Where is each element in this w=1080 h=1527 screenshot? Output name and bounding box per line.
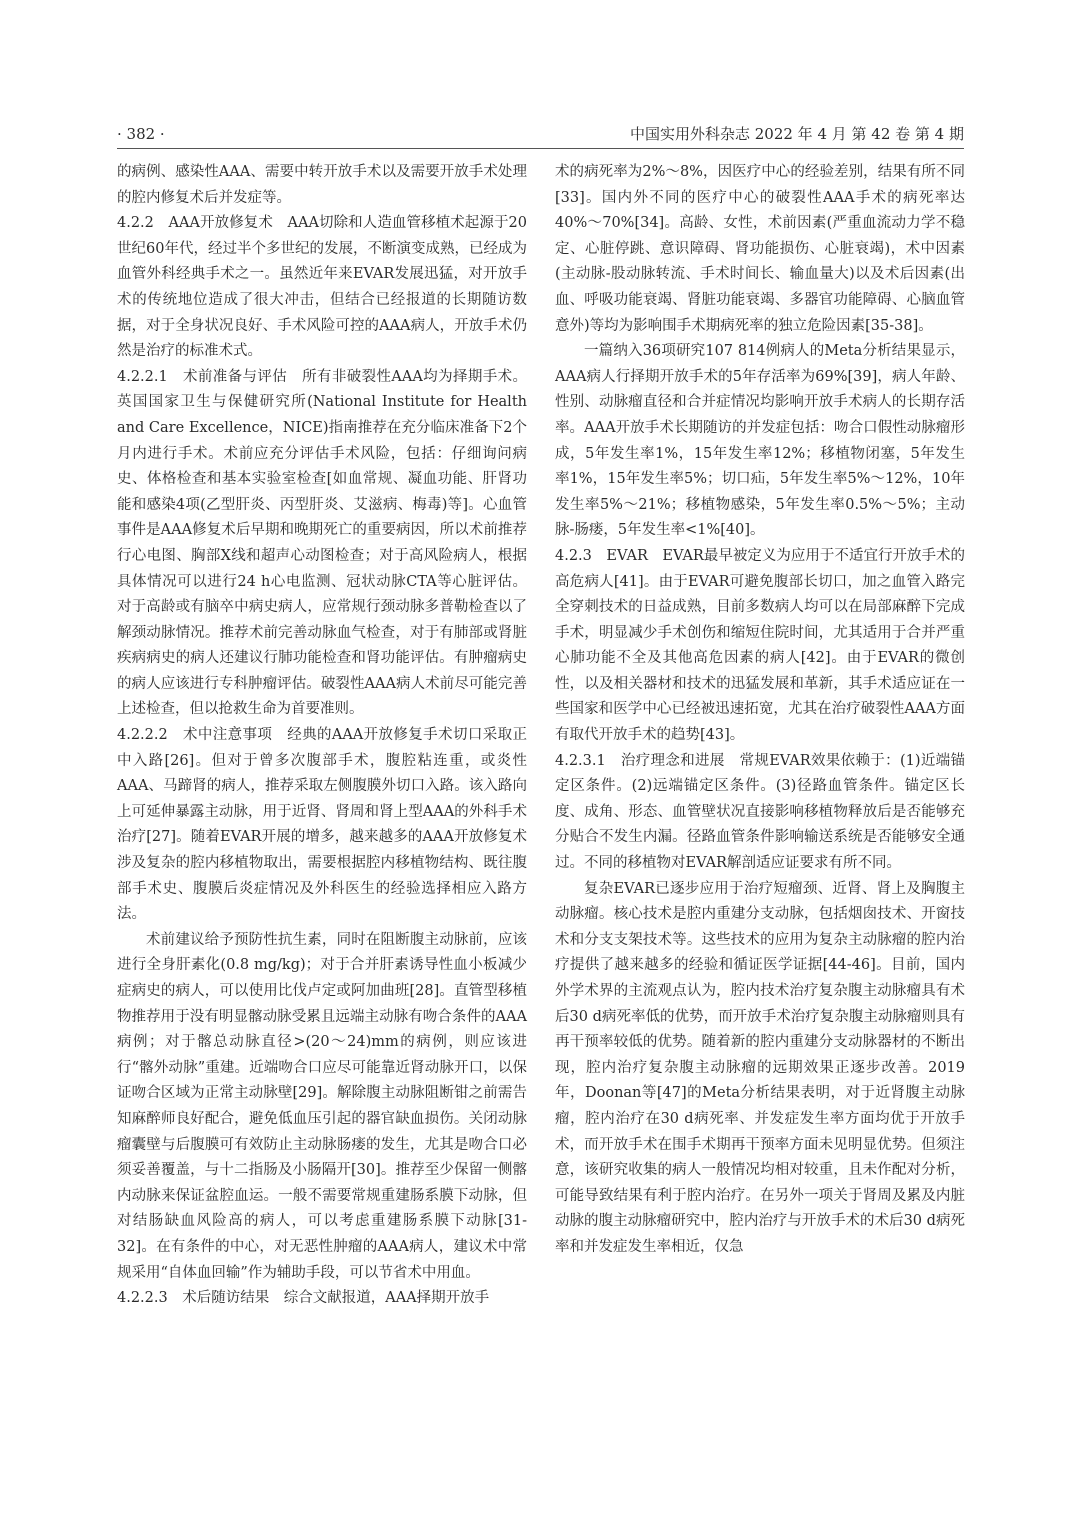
section-4-2-3-1: 4.2.3.1 治疗理念和进展 常规EVAR效果依赖于：(1)近端锚定区条件。(2)远端锚定区条件。(3)径路血管条件。锚定区长度、成角、形态、血管壁状况直接影响移植物释放后是否能够充分贴合不发生内漏。径路血管条件影响输送系统是否能够安全通过。不同的移植物对EVAR解剖适应证要求有所不同。: [555, 752, 965, 872]
running-header: [117, 122, 964, 146]
right-column: [555, 160, 965, 1261]
paragraph: 复杂EVAR已逐步应用于治疗短瘤颈、近肾、肾上及胸腹主动脉瘤。核心技术是腔内重建分支动脉，包括烟囱技术、开窗技术和分支支架技术等。这些技术的应用为复杂主动脉瘤的腔内治疗提供了越来越多的经验和循证医学证据[44-46]。目前，国内外学术界的主流观点认为，腔内技术治疗复杂腹主动脉瘤具有术后30 d病死率低的优势，而开放手术治疗复杂腹主动脉瘤则具有再干预率较低的优势。随着新的腔内重建分支动脉器材的不断出现，腔内治疗复杂腹主动脉瘤的远期效果正逐步改善。2019年，Doonan等[47]的Meta分析结果表明，对于近肾腹主动脉瘤，腔内治疗在30 d病死率、并发症发生率方面均优于开放手术，而开放手术在围手术期再干预率方面未见明显优势。但须注意，该研究收集的病人一般情况均相对较重，且未作配对分析，可能导致结果有利于腔内治疗。在另外一项关于肾周及累及内脏动脉的腹主动脉瘤研究中，腔内治疗与开放手术的术后30 d病死率和并发症发生率相近，仅急: [555, 880, 965, 1255]
paragraph: 的病例、感染性AAA、需要中转开放手术以及需要开放手术处理的腔内修复术后并发症等。: [117, 164, 527, 206]
paragraph: 术的病死率为2%～8%，因医疗中心的经验差别，结果有所不同[33]。国内外不同的医疗中心的破裂性AAA手术的病死率达40%～70%[34]。高龄、女性，术前因素(严重血流动力学不稳定、心脏停跳、意识障碍、肾功能损伤、心脏衰竭)，术中因素(主动脉-股动脉转流、手术时间长、输血量大)以及术后因素(出血、呼吸功能衰竭、肾脏功能衰竭、多器官功能障碍、心脑血管意外)等均为影响围手术期病死率的独立危险因素[35-38]。: [555, 164, 965, 334]
section-4-2-2-3: 4.2.2.3 术后随访结果 综合文献报道，AAA择期开放手: [117, 1290, 490, 1307]
paragraph: 术前建议给予预防性抗生素，同时在阻断腹主动脉前，应该进行全身肝素化(0.8 mg/kg)；对于合并肝素诱导性血小板减少症病史的病人，可以使用比伐卢定或阿加曲班[28]。直管型移植物推荐用于没有明显髂动脉受累且远端主动脉有吻合条件的AAA病例；对于髂总动脉直径>(20～24)mm的病例，则应该进行“髂外动脉”重建。近端吻合口应尽可能靠近肾动脉开口，以保证吻合区域为正常主动脉壁[29]。解除腹主动脉阻断钳之前需告知麻醉师良好配合，避免低血压引起的器官缺血损伤。关闭动脉瘤囊壁与后腹膜可有效防止主动脉肠瘘的发生，尤其是吻合口必须妥善覆盖，与十二指肠及小肠隔开[30]。推荐至少保留一侧髂内动脉来保证盆腔血运。一般不需要常规重建肠系膜下动脉，但对结肠缺血风险高的病人，可以考虑重建肠系膜下动脉[31-32]。在有条件的中心，对无恶性肿瘤的AAA病人，建议术中常规采用“自体血回输”作为辅助手段，可以节省术中用血。: [117, 931, 527, 1281]
left-column: [117, 160, 527, 1312]
paragraph: 一篇纳入36项研究107 814例病人的Meta分析结果显示，AAA病人行择期开放手术的5年存活率为69%[39]，病人年龄、性别、动脉瘤直径和合并症情况均影响开放手术病人的长期存活率。AAA开放手术长期随访的并发症包括：吻合口假性动脉瘤形成，5年发生率1%，15年发生率12%；移植物闭塞，5年发生率1%，15年发生率5%；切口疝，5年发生率5%～12%，10年发生率5%～21%；移植物感染，5年发生率0.5%～5%；主动脉-肠瘘，5年发生率<1%[40]。: [555, 343, 965, 539]
page-number: · 382 ·: [117, 125, 165, 143]
section-4-2-2-2: 4.2.2.2 术中注意事项 经典的AAA开放修复手术切口采取正中入路[26]。但对于曾多次腹部手术，腹腔粘连重，或炎性AAA、马蹄肾的病人，推荐采取左侧腹膜外切口入路。该入路向上可延伸暴露主动脉，用于近肾、肾周和肾上型AAA的外科手术治疗[27]。随着EVAR开展的增多，越来越多的AAA开放修复术涉及复杂的腔内移植物取出，需要根据腔内移植物结构、既往腹部手术史、腹膜后炎症情况及外科医生的经验选择相应入路方法。: [117, 727, 527, 923]
section-4-2-2-1: 4.2.2.1 术前准备与评估 所有非破裂性AAA均为择期手术。英国国家卫生与保健研究所(National Institute for Health and Care Excellence，NICE)指南推荐在充分临床准备下2个月内进行手术。术前应充分评估手术风险，包括：仔细询问病史、体格检查和基本实验室检查[如血常规、凝血功能、肝肾功能和感染4项(乙型肝炎、丙型肝炎、艾滋病、梅毒)等]。心血管事件是AAA修复术后早期和晚期死亡的重要病因，所以术前推荐行心电图、胸部X线和超声心动图检查；对于高风险病人，根据具体情况可以进行24 h心电监测、冠状动脉CTA等心脏评估。对于高龄或有脑卒中病史病人，应常规行颈动脉多普勒检查以了解颈动脉情况。推荐术前完善动脉血气检查，对于有肺部或肾脏疾病病史的病人还建议行肺功能检查和肾功能评估。有肿瘤病史的病人应该进行专科肿瘤评估。破裂性AAA病人术前尽可能完善上述检查，但以抢救生命为首要准则。: [117, 368, 527, 718]
header-rule: [117, 148, 964, 149]
section-4-2-3: 4.2.3 EVAR EVAR最早被定义为应用于不适宜行开放手术的高危病人[41]。由于EVAR可避免腹部长切口，加之血管入路完全穿刺技术的日益成熟，目前多数病人均可以在局部麻醉下完成手术，明显减少手术创伤和缩短住院时间，尤其适用于合并严重心肺功能不全及其他高危因素的病人[42]。由于EVAR的微创性，以及相关器材和技术的迅猛发展和革新，其手术适应证在一些国家和医学中心已经被迅速拓宽，尤其在治疗破裂性AAA方面有取代开放手术的趋势[43]。: [555, 547, 965, 744]
section-4-2-2: 4.2.2 AAA开放修复术 AAA切除和人造血管移植术起源于20世纪60年代，经过半个多世纪的发展，不断演变成熟，已经成为血管外科经典手术之一。虽然近年来EVAR发展迅猛，对开放手术的传统地位造成了很大冲击，但结合已经报道的长期随访数据，对于全身状况良好、手术风险可控的AAA病人，开放手术仍然是治疗的标准术式。: [117, 215, 527, 360]
journal-citation: 中国实用外科杂志 2022 年 4 月 第 42 卷 第 4 期: [629, 125, 964, 143]
